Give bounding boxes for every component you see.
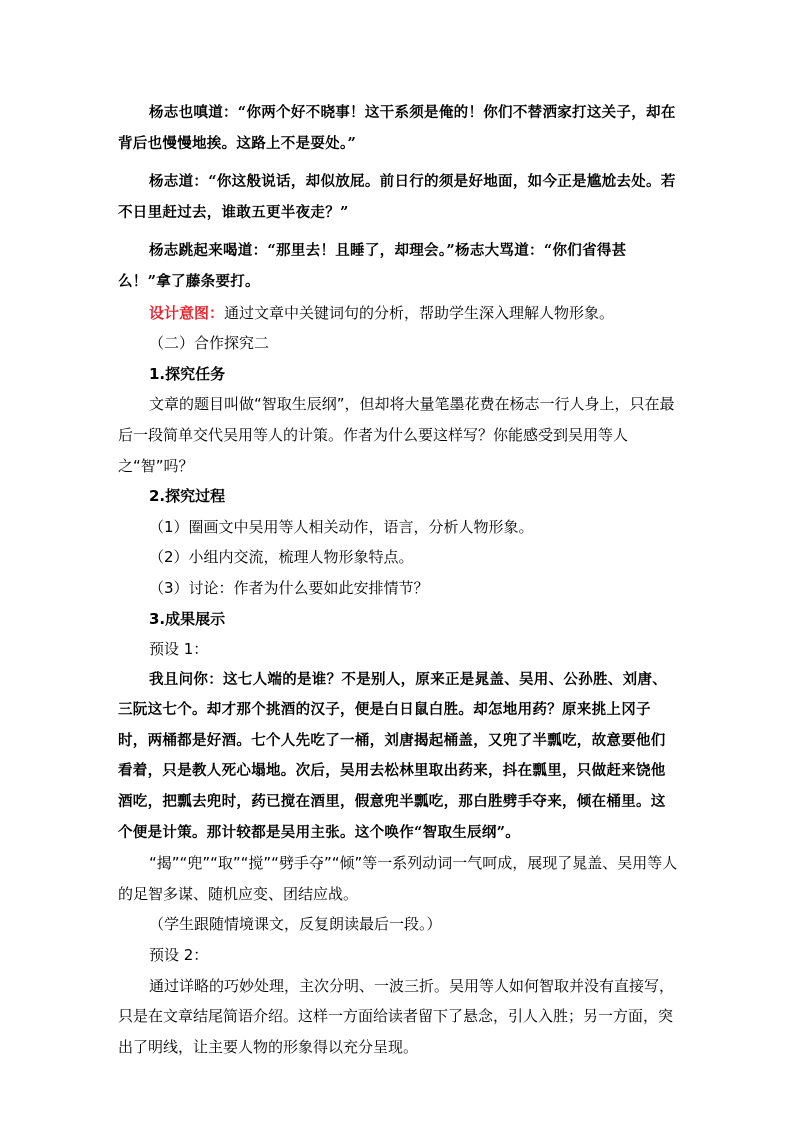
- process-step-3: （3）讨论：作者为什么要如此安排情节？: [149, 578, 429, 597]
- task-text: 文章的题目叫做“智取生辰纲”，但却将大量笔墨花费在杨志一行人身上，只在最后一段简单交代吴用等人的计策。作者为什么要这样写？你能感受到吴用等人之“智”吗？: [118, 395, 675, 475]
- design-intent: [118, 298, 678, 329]
- preset2-label: 预设 2：: [149, 946, 209, 965]
- design-intent-text: 通过文章中关键词句的分析，帮助学生深入理解人物形象。: [224, 303, 615, 322]
- process-step-2: （2）小组内交流，梳理人物形象特点。: [149, 548, 414, 567]
- quote-yangzhi-3: 杨志跳起来喝道：“那里去！且睡了，却理会。”杨志大骂道：“你们省得甚么！”拿了藤条要打。: [118, 242, 627, 290]
- preset1-quote: 我且问你：这七人端的是谁？不是别人，原来正是晁盖、吴用、公孙胜、刘唐、三阮这七个。却才那个挑酒的汉子，便是白日鼠白胜。却怎地用药？原来挑上冈子时，两桶都是好酒。七个人先吃了一桶，刘唐揭起桶盖，又兜了半瓢吃，故意要他们看着，只是教人死心塌地。次后，吴用去松林里取出药来，抖在瓢里，只做赶来饶他酒吃，把瓢去兜时，药已搅在酒里，假意兜半瓢吃，那白胜劈手夺来，倾在桶里。这个便是计策。那计较都是吴用主张。这个唤作“智取生辰纲”。: [118, 670, 667, 841]
- process-step-1: （1）圈画文中吴用等人相关动作，语言，分析人物形象。: [149, 517, 534, 536]
- preset1-note: （学生跟随情境课文，反复朗读最后一段。）: [149, 915, 442, 934]
- results-heading: 3.成果展示: [149, 609, 226, 628]
- quote-yangzhi-1: 杨志也嗔道：“你两个好不晓事！这干系须是俺的！你们不替洒家打这关子，却在背后也慢慢地挨。这路上不是耍处。”: [118, 104, 676, 152]
- design-intent-label: 设计意图：: [149, 303, 225, 322]
- preset1-label: 预设 1：: [149, 640, 209, 659]
- preset1-analysis: “揭”“兜”“取”“搅”“劈手夺”“倾”等一系列动词一气呵成，展现了晁盖、吴用等人的足智多谋、随机应变、团结应战。: [118, 854, 678, 903]
- task-heading: 1.探究任务: [149, 364, 226, 383]
- page-content: [118, 98, 678, 1062]
- process-heading: 2.探究过程: [149, 487, 226, 506]
- section-title: （二）合作探究二: [149, 334, 270, 353]
- quote-yangzhi-2: 杨志道：“你这般说话，却似放屁。前日行的须是好地面，如今正是尴尬去处。若不日里赶过去，谁敢五更半夜走？”: [118, 173, 676, 221]
- preset2-text: 通过详略的巧妙处理，主次分明、一波三折。吴用等人如何智取并没有直接写，只是在文章结尾简语介绍。这样一方面给读者留下了悬念，引人入胜；另一方面，突出了明线，让主要人物的形象得以充分呈现。: [118, 976, 675, 1056]
